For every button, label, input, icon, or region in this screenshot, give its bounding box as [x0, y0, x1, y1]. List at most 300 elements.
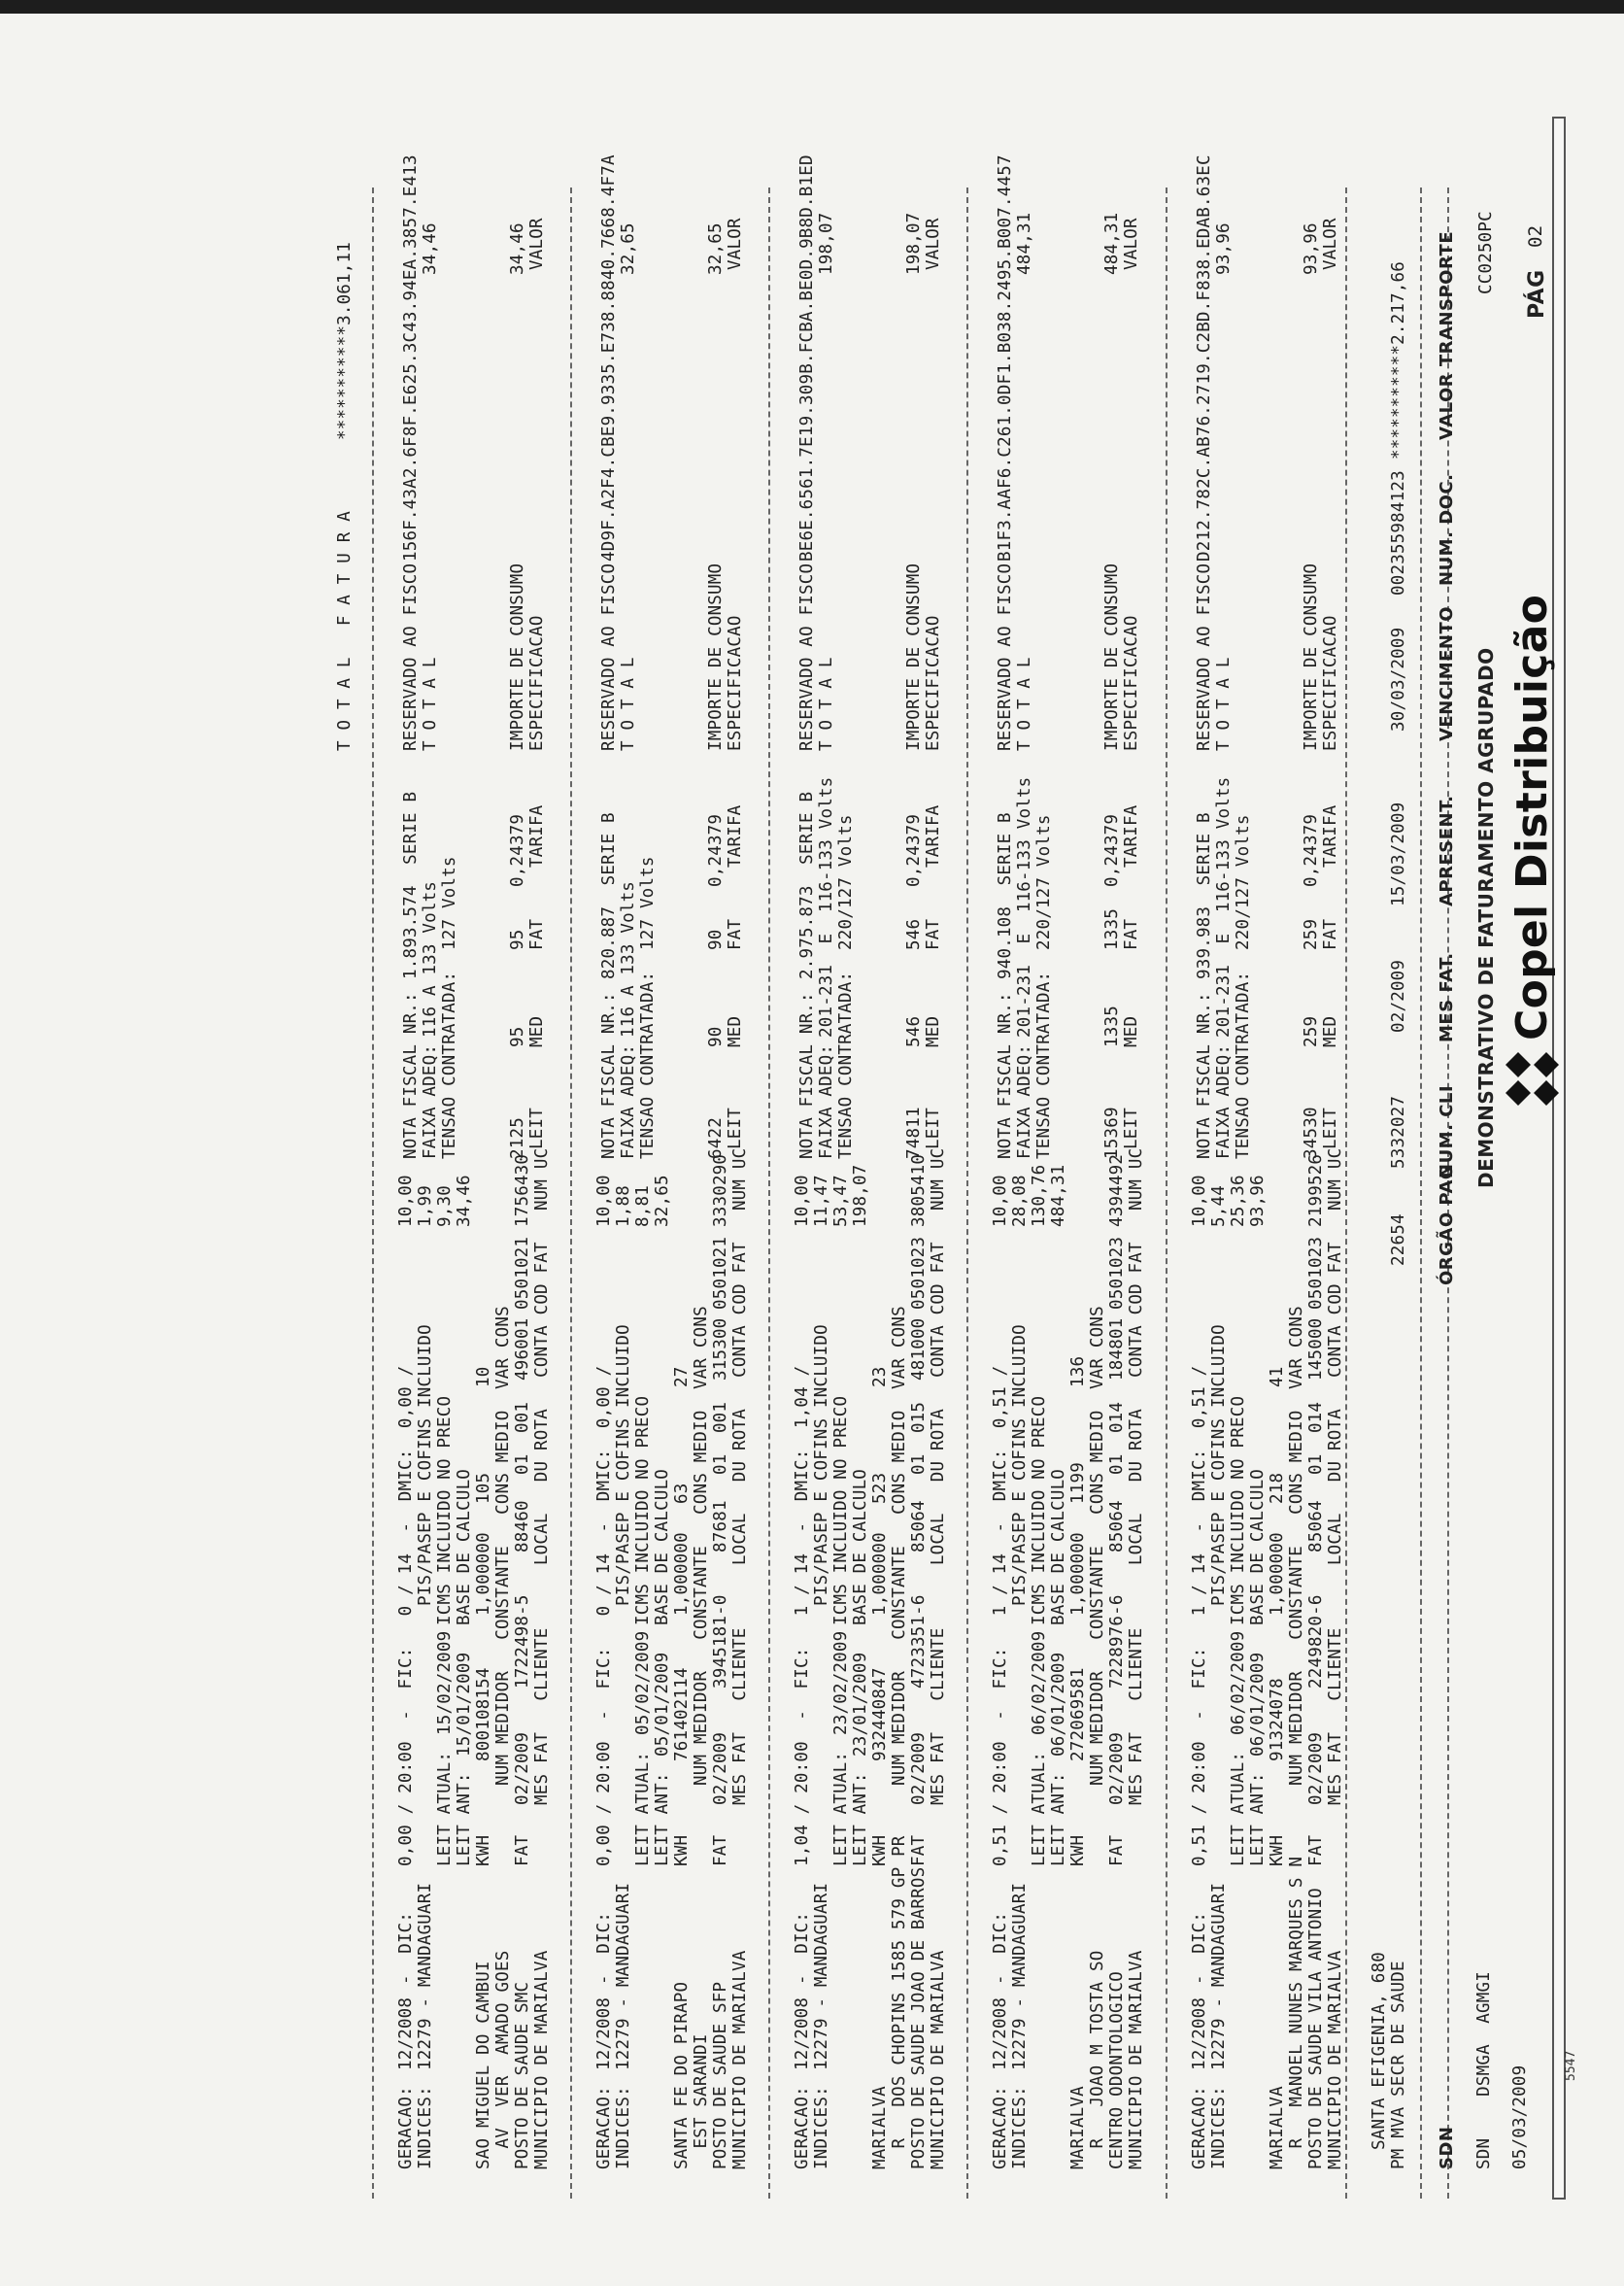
- record-leit: 74811: [904, 1107, 924, 1159]
- record-leit-ant: 06/01/2009: [1248, 1652, 1268, 1757]
- record-unit: POSTO DE SAUDE VILA ANTONIO: [1306, 1888, 1326, 2169]
- nota-label: NOTA FISCAL NR.:: [996, 992, 1015, 1159]
- record-leit: 34530: [1302, 1107, 1321, 1159]
- column-orgao-pag: ÓRGÃO PAG: [1437, 1164, 1457, 1285]
- geracao-label: GERACAO:: [793, 2086, 812, 2169]
- tensao-label: TENSAO CONTRATADA:: [638, 971, 658, 1159]
- record-fat: 259: [1302, 918, 1321, 950]
- record-local: 87681: [711, 1500, 730, 1552]
- tensao-label: TENSAO CONTRATADA:: [1234, 971, 1253, 1159]
- record-faixa: 201-231 E 116-133 Volts: [1214, 776, 1234, 1038]
- record-local: 85064: [1107, 1500, 1127, 1552]
- valor-label: VALOR: [924, 218, 943, 270]
- record-cons-medio: 523: [870, 1472, 890, 1504]
- record-med: 90: [706, 1026, 726, 1047]
- record-amt-3: 1,88: [614, 1185, 633, 1227]
- icms-label: ICMS INCLUIDO NO PRECO: [1030, 1395, 1049, 1625]
- record-nota: 940.108 SERIE B: [996, 812, 1015, 979]
- record-fisco: D212.782C.AB76.2719.C2BD.F838.EDAB.63EC: [1195, 154, 1214, 562]
- summary-valor: ***********2.217,66: [1389, 261, 1408, 460]
- faixa-label: FAIXA ADEQ:: [619, 1043, 638, 1159]
- detail-header-2: NUM MEDIDOR CONSTANTE CONS MEDIO VAR CONS: [1287, 1306, 1306, 1786]
- fat-label: FAT: [1107, 1834, 1127, 1866]
- detail-header-2: NUM MEDIDOR CONSTANTE CONS MEDIO VAR CONS: [890, 1306, 909, 1786]
- geracao-label: GERACAO:: [991, 2086, 1010, 2169]
- indices-label: INDICES:: [416, 2086, 435, 2169]
- record-local: 85064: [1306, 1500, 1326, 1552]
- med-label: MED: [726, 1015, 745, 1047]
- faixa-label: FAIXA ADEQ:: [817, 1043, 836, 1159]
- med-label: MED: [527, 1015, 547, 1047]
- column-apresent: APRESENT.: [1437, 795, 1457, 906]
- tarifa-label: TARIFA: [1321, 804, 1340, 868]
- record-tarifa: 0,24379: [1302, 813, 1321, 887]
- record-fisco: 4D9F.A2F4.CBE9.9335.E738.8840.7668.4F7A: [599, 154, 619, 562]
- record-var-cons: 23: [870, 1366, 890, 1387]
- record-du-rota: 01 001: [513, 1401, 532, 1475]
- record-nota: 1.893.574 SERIE B: [401, 791, 421, 979]
- leit-atual-label: LEIT ATUAL:: [1030, 1751, 1049, 1866]
- record-amt-1: 198,07: [851, 1164, 870, 1227]
- record-street: R DOS CHOPINS 1585 579 GP PR: [890, 1835, 909, 2169]
- report-title: DEMONSTRATIVO DE FATURAMENTO AGRUPADO: [1474, 647, 1498, 1188]
- record-tarifa: 0,24379: [508, 813, 527, 887]
- record-total: 198,07: [817, 212, 836, 275]
- total-label: T O T A L: [619, 657, 638, 751]
- indices-label: INDICES:: [812, 2086, 831, 2169]
- record-leit-atual: 15/02/2009: [435, 1630, 455, 1735]
- leit-label: LEIT: [1321, 1108, 1340, 1149]
- record-amt-1: 484,31: [1049, 1164, 1068, 1227]
- record-cliente: 4723351-6: [909, 1594, 929, 1689]
- record-amt-4: 10,00: [1190, 1175, 1209, 1227]
- detail-header-1: MES FAT CLIENTE LOCAL DU ROTA CONTA COD FAT NUM UC: [929, 1147, 948, 1805]
- divider-record: [966, 188, 968, 2199]
- grand-total-label: T O T A L F A T U R A: [335, 511, 355, 751]
- record-tensao: 127 Volts: [440, 856, 459, 950]
- summary-orgao: 22654: [1389, 1213, 1408, 1266]
- record-amt-2: 130,76: [1030, 1164, 1049, 1227]
- record-local: 88460: [513, 1500, 532, 1552]
- dic-label: - DIC:: [396, 1911, 416, 1985]
- record-fisco: B1F3.AAF6.C261.0DF1.B038.2495.B007.4457: [996, 154, 1015, 562]
- record-leit-ant: 05/01/2009: [653, 1652, 672, 1757]
- espec-label: ESPECIFICACAO: [1321, 615, 1340, 751]
- base-label: BASE DE CALCULO: [851, 1468, 870, 1625]
- record-unit: CENTRO ODONTOLOGICO: [1107, 1971, 1127, 2169]
- record-leit: 2125: [508, 1117, 527, 1159]
- record-fat: 546: [904, 918, 924, 950]
- faixa-label: FAIXA ADEQ:: [421, 1043, 440, 1159]
- record-mes-fat: 02/2009: [1306, 1731, 1326, 1805]
- record-fat: 90: [706, 929, 726, 950]
- espec-label: ESPECIFICACAO: [924, 615, 943, 751]
- record-med: 1335: [1102, 1006, 1122, 1047]
- record-leit-ant: 06/01/2009: [1049, 1652, 1068, 1757]
- kwh-label: KWH: [1068, 1834, 1088, 1866]
- record-valor: 93,96: [1302, 222, 1321, 275]
- total-label: T O T A L: [1214, 657, 1234, 751]
- dic-label: - DIC:: [991, 1911, 1010, 1985]
- detail-header-1: MES FAT CLIENTE LOCAL DU ROTA CONTA COD FAT NUM UC: [1326, 1147, 1345, 1805]
- fat-col-label: FAT: [726, 918, 745, 950]
- record-num-uc: 4394492: [1107, 1153, 1127, 1227]
- page-label: PÁG: [1525, 269, 1549, 319]
- record-valor: 32,65: [706, 222, 726, 275]
- user-codes: SDN DSMGA AGMGI: [1474, 1971, 1494, 2169]
- record-index: 12279 - MANDAGUARI: [1010, 1882, 1030, 2070]
- summary-num-cli: 5332027: [1389, 1095, 1408, 1169]
- record-amt-4: 10,00: [793, 1175, 812, 1227]
- record-total: 93,96: [1214, 222, 1234, 275]
- leit-ant-label: LEIT ANT:: [455, 1772, 474, 1866]
- record-tensao: 220/127 Volts: [1234, 814, 1253, 950]
- dic-label: - DIC:: [793, 1911, 812, 1985]
- record-city: SAO MIGUEL DO CAMBUI: [474, 1961, 493, 2169]
- record-valor: 198,07: [904, 212, 924, 275]
- espec-label: ESPECIFICACAO: [726, 615, 745, 751]
- leit-ant-label: LEIT ANT:: [653, 1772, 672, 1866]
- record-constante: 1,000000: [1068, 1532, 1088, 1616]
- record-cons-medio: 105: [474, 1472, 493, 1504]
- importe-label: IMPORTE DE CONSUMO: [1302, 563, 1321, 751]
- record-conta: 184801: [1107, 1317, 1127, 1381]
- record-street: R MANOEL NUNES MARQUES S N: [1287, 1856, 1306, 2169]
- record-street: EST SARANDI: [692, 2033, 711, 2169]
- record-geracao: 12/2008: [991, 1996, 1010, 2070]
- tarifa-label: TARIFA: [1122, 804, 1141, 868]
- record-faixa: 116 A 133 Volts: [619, 880, 638, 1038]
- total-label: T O T A L: [817, 657, 836, 751]
- divider-columns: [1420, 188, 1422, 2199]
- record-cons-medio: 1199: [1068, 1462, 1088, 1504]
- icms-label: ICMS INCLUIDO NO PRECO: [831, 1395, 851, 1625]
- record-street: AV VER AMADO GOES: [493, 1950, 513, 2169]
- record-conta: 496001: [513, 1317, 532, 1381]
- tarifa-label: TARIFA: [924, 804, 943, 868]
- record-geracao: 12/2008: [793, 1996, 812, 2070]
- pis-label: PIS/PASEP E COFINS INCLUIDO: [812, 1324, 831, 1606]
- tensao-label: TENSAO CONTRATADA:: [836, 971, 856, 1159]
- pis-label: PIS/PASEP E COFINS INCLUIDO: [614, 1324, 633, 1606]
- record-cliente: 1722498-5: [513, 1594, 532, 1689]
- record-amt-4: 10,00: [396, 1175, 416, 1227]
- base-label: BASE DE CALCULO: [1049, 1468, 1068, 1625]
- pis-label: PIS/PASEP E COFINS INCLUIDO: [416, 1324, 435, 1606]
- record-cod-fat: 0501023: [1306, 1236, 1326, 1310]
- record-index: 12279 - MANDAGUARI: [416, 1882, 435, 2070]
- record-mes-fat: 02/2009: [513, 1731, 532, 1805]
- report-code: CC0250PC: [1476, 211, 1496, 294]
- summary-num-doc: 002355984123: [1389, 470, 1408, 596]
- record-cod-fat: 0501021: [711, 1236, 730, 1310]
- record-mes-fat: 02/2009: [1107, 1731, 1127, 1805]
- record-faixa: 201-231 E 116-133 Volts: [817, 776, 836, 1038]
- kwh-label: KWH: [870, 1834, 890, 1866]
- espec-label: ESPECIFICACAO: [1122, 615, 1141, 751]
- kwh-label: KWH: [1268, 1834, 1287, 1866]
- record-index: 12279 - MANDAGUARI: [614, 1882, 633, 2070]
- record-leit: 15369: [1102, 1107, 1122, 1159]
- record-unit: POSTO DE SAUDE JOAO DE BARROS: [909, 1866, 929, 2169]
- record-name: MUNICIPIO DE MARIALVA: [929, 1950, 948, 2169]
- record-geracao: 12/2008: [1190, 1996, 1209, 2070]
- leit-ant-label: LEIT ANT:: [1248, 1772, 1268, 1866]
- record-conta: 315300: [711, 1317, 730, 1381]
- page-number: 02: [1525, 224, 1546, 248]
- record-total: 484,31: [1015, 212, 1034, 275]
- divider-summary: [1345, 188, 1347, 2199]
- divider-record: [1166, 188, 1167, 2199]
- total-label: T O T A L: [421, 657, 440, 751]
- leit-atual-label: LEIT ATUAL:: [831, 1751, 851, 1866]
- icms-label: ICMS INCLUIDO NO PRECO: [435, 1395, 455, 1625]
- footer-code: 5547: [1564, 2050, 1578, 2081]
- kwh-label: KWH: [474, 1834, 493, 1866]
- record-du-rota: 01 015: [909, 1401, 929, 1475]
- record-amt-3: 11,47: [812, 1175, 831, 1227]
- record-dic-line: 0,00 / 20:00 - FIC: 0 / 14 - DMIC: 0,00 /: [396, 1365, 416, 1866]
- indices-label: INDICES:: [614, 2086, 633, 2169]
- record-amt-1: 34,46: [455, 1175, 474, 1227]
- nota-label: NOTA FISCAL NR.:: [1195, 992, 1214, 1159]
- divider-record: [768, 188, 770, 2199]
- record-num-uc: 3330290: [711, 1153, 730, 1227]
- record-name: MUNICIPIO DE MARIALVA: [730, 1950, 750, 2169]
- record-index: 12279 - MANDAGUARI: [812, 1882, 831, 2070]
- leit-label: LEIT: [1122, 1108, 1141, 1149]
- record-valor: 484,31: [1102, 212, 1122, 275]
- record-tensao: 220/127 Volts: [836, 814, 856, 950]
- leit-atual-label: LEIT ATUAL:: [435, 1751, 455, 1866]
- record-var-cons: 10: [474, 1366, 493, 1387]
- base-label: BASE DE CALCULO: [455, 1468, 474, 1625]
- record-medidor: 91324078: [1268, 1678, 1287, 1761]
- record-var-cons: 136: [1068, 1355, 1088, 1387]
- fat-col-label: FAT: [1321, 918, 1340, 950]
- record-leit-atual: 05/02/2009: [633, 1630, 653, 1735]
- record-amt-2: 8,81: [633, 1185, 653, 1227]
- record-du-rota: 01 014: [1107, 1401, 1127, 1475]
- record-cliente: 3945181-0: [711, 1594, 730, 1689]
- detail-header-2: NUM MEDIDOR CONSTANTE CONS MEDIO VAR CONS: [692, 1306, 711, 1786]
- record-med: 95: [508, 1026, 527, 1047]
- record-fat: 95: [508, 929, 527, 950]
- summary-client-address: SANTA EFIGENIA, 680: [1370, 1952, 1389, 2150]
- valor-label: VALOR: [1122, 218, 1141, 270]
- record-geracao: 12/2008: [594, 1996, 614, 2070]
- record-num-uc: 3805410: [909, 1153, 929, 1227]
- record-cons-medio: 63: [672, 1483, 692, 1504]
- espec-label: ESPECIFICACAO: [527, 615, 547, 751]
- column-vencimento: VENCIMENTO: [1437, 605, 1457, 741]
- nota-label: NOTA FISCAL NR.:: [599, 992, 619, 1159]
- fisco-label: RESERVADO AO FISCO: [996, 563, 1015, 751]
- record-tensao: 220/127 Volts: [1034, 814, 1054, 950]
- detail-header-1: MES FAT CLIENTE LOCAL DU ROTA CONTA COD FAT NUM UC: [730, 1147, 750, 1805]
- record-street: R JOAO M TOSTA SO: [1088, 1950, 1107, 2169]
- record-amt-2: 25,36: [1229, 1175, 1248, 1227]
- record-leit: 6422: [706, 1117, 726, 1159]
- divider-record: [372, 188, 374, 2199]
- geracao-label: GERACAO:: [594, 2086, 614, 2169]
- record-du-rota: 01 014: [1306, 1401, 1326, 1475]
- column-num-doc: NUM. DOC.: [1437, 473, 1457, 586]
- fisco-label: RESERVADO AO FISCO: [797, 563, 817, 751]
- column-num-cli: NUM. CLI: [1437, 1084, 1457, 1178]
- record-nota: 820.887 SERIE B: [599, 812, 619, 979]
- record-tensao: 127 Volts: [638, 856, 658, 950]
- faixa-label: FAIXA ADEQ:: [1214, 1043, 1234, 1159]
- fat-label: FAT: [513, 1834, 532, 1866]
- record-city: MARIALVA: [870, 2086, 890, 2169]
- record-num-uc: 1756430: [513, 1153, 532, 1227]
- record-du-rota: 01 001: [711, 1401, 730, 1475]
- record-name: MUNICIPIO DE MARIALVA: [532, 1950, 552, 2169]
- med-label: MED: [1122, 1015, 1141, 1047]
- record-mes-fat: 02/2009: [909, 1731, 929, 1805]
- dic-label: - DIC:: [594, 1911, 614, 1985]
- pis-label: PIS/PASEP E COFINS INCLUIDO: [1010, 1324, 1030, 1606]
- icms-label: ICMS INCLUIDO NO PRECO: [633, 1395, 653, 1625]
- report-date: 05/03/2009: [1510, 2064, 1530, 2169]
- record-medidor: 932440847: [870, 1667, 890, 1761]
- record-faixa: 201-231 E 116-133 Volts: [1015, 776, 1034, 1038]
- record-name: MUNICIPIO DE MARIALVA: [1326, 1950, 1345, 2169]
- column-valor-transporte: VALOR TRANSPORTE: [1437, 230, 1457, 440]
- record-geracao: 12/2008: [396, 1996, 416, 2070]
- record-amt-3: 1,99: [416, 1185, 435, 1227]
- record-medidor: 272069581: [1068, 1667, 1088, 1761]
- faixa-label: FAIXA ADEQ:: [1015, 1043, 1034, 1159]
- detail-header-2: NUM MEDIDOR CONSTANTE CONS MEDIO VAR CONS: [493, 1306, 513, 1786]
- column-sdn: SDN: [1437, 2126, 1457, 2169]
- record-cliente: 2249820-6: [1306, 1594, 1326, 1689]
- valor-label: VALOR: [527, 218, 547, 270]
- record-constante: 1,000000: [870, 1532, 890, 1616]
- indices-label: INDICES:: [1010, 2086, 1030, 2169]
- record-total: 32,65: [619, 222, 638, 275]
- record-leit-ant: 23/01/2009: [851, 1652, 870, 1757]
- record-amt-1: 93,96: [1248, 1175, 1268, 1227]
- record-unit: POSTO DE SAUDE SMC: [513, 1981, 532, 2169]
- detail-header-1: MES FAT CLIENTE LOCAL DU ROTA CONTA COD FAT NUM UC: [1127, 1147, 1146, 1805]
- record-dic-line: 0,00 / 20:00 - FIC: 0 / 14 - DMIC: 0,00 /: [594, 1365, 614, 1866]
- leit-atual-label: LEIT ATUAL:: [633, 1751, 653, 1866]
- med-label: MED: [924, 1015, 943, 1047]
- record-tarifa: 0,24379: [1102, 813, 1122, 887]
- record-cod-fat: 0501023: [1107, 1236, 1127, 1310]
- fisco-label: RESERVADO AO FISCO: [401, 563, 421, 751]
- tensao-label: TENSAO CONTRATADA:: [440, 971, 459, 1159]
- record-local: 85064: [909, 1500, 929, 1552]
- fat-col-label: FAT: [1122, 918, 1141, 950]
- importe-label: IMPORTE DE CONSUMO: [706, 563, 726, 751]
- record-cliente: 7228976-6: [1107, 1594, 1127, 1689]
- record-city: SANTA FE DO PIRAPO: [672, 1981, 692, 2169]
- record-amt-3: 5,44: [1209, 1185, 1229, 1227]
- record-medidor: 761402114: [672, 1667, 692, 1761]
- dic-label: - DIC:: [1190, 1911, 1209, 1985]
- summary-apresent: 15/03/2009: [1389, 802, 1408, 906]
- total-label: T O T A L: [1015, 657, 1034, 751]
- fisco-label: RESERVADO AO FISCO: [599, 563, 619, 751]
- record-city: MARIALVA: [1268, 2086, 1287, 2169]
- geracao-label: GERACAO:: [1190, 2086, 1209, 2169]
- record-dic-line: 0,51 / 20:00 - FIC: 1 / 14 - DMIC: 0,51 /: [1190, 1365, 1209, 1866]
- indices-label: INDICES:: [1209, 2086, 1229, 2169]
- leit-label: LEIT: [726, 1108, 745, 1149]
- nota-label: NOTA FISCAL NR.:: [401, 992, 421, 1159]
- record-cod-fat: 0501023: [909, 1236, 929, 1310]
- column-mes-fat: MES FAT.: [1437, 952, 1457, 1042]
- record-constante: 1,000000: [672, 1532, 692, 1616]
- base-label: BASE DE CALCULO: [653, 1468, 672, 1625]
- fat-col-label: FAT: [527, 918, 547, 950]
- summary-vencimento: 30/03/2009: [1389, 627, 1408, 732]
- record-medidor: 800108154: [474, 1667, 493, 1761]
- leit-label: LEIT: [924, 1108, 943, 1149]
- record-constante: 1,000000: [474, 1532, 493, 1616]
- record-valor: 34,46: [508, 222, 527, 275]
- tensao-label: TENSAO CONTRATADA:: [1034, 971, 1054, 1159]
- record-tarifa: 0,24379: [904, 813, 924, 887]
- record-num-uc: 2199526: [1306, 1153, 1326, 1227]
- geracao-label: GERACAO:: [396, 2086, 416, 2169]
- record-dic-line: 0,51 / 20:00 - FIC: 1 / 14 - DMIC: 0,51 /: [991, 1365, 1010, 1866]
- record-mes-fat: 02/2009: [711, 1731, 730, 1805]
- record-faixa: 116 A 133 Volts: [421, 880, 440, 1038]
- record-conta: 481000: [909, 1317, 929, 1381]
- leit-ant-label: LEIT ANT:: [1049, 1772, 1068, 1866]
- record-index: 12279 - MANDAGUARI: [1209, 1882, 1229, 2070]
- fat-label: FAT: [1306, 1834, 1326, 1866]
- record-name: MUNICIPIO DE MARIALVA: [1127, 1950, 1146, 2169]
- detail-header-2: NUM MEDIDOR CONSTANTE CONS MEDIO VAR CONS: [1088, 1306, 1107, 1786]
- leit-atual-label: LEIT ATUAL:: [1229, 1751, 1248, 1866]
- record-amt-3: 28,08: [1010, 1175, 1030, 1227]
- fat-col-label: FAT: [924, 918, 943, 950]
- record-conta: 145000: [1306, 1317, 1326, 1381]
- icms-label: ICMS INCLUIDO NO PRECO: [1229, 1395, 1248, 1625]
- record-dic-line: 1,04 / 20:00 - FIC: 1 / 14 - DMIC: 1,04 /: [793, 1365, 812, 1866]
- record-nota: 2.975.873 SERIE B: [797, 791, 817, 979]
- record-amt-1: 32,65: [653, 1175, 672, 1227]
- record-var-cons: 27: [672, 1366, 692, 1387]
- record-cod-fat: 0501021: [513, 1236, 532, 1310]
- record-amt-2: 53,47: [831, 1175, 851, 1227]
- record-leit-atual: 23/02/2009: [831, 1630, 851, 1735]
- nota-label: NOTA FISCAL NR.:: [797, 992, 817, 1159]
- record-leit-ant: 15/01/2009: [455, 1652, 474, 1757]
- company-name: Copel Distribuição: [1507, 594, 1557, 1041]
- record-amt-4: 10,00: [594, 1175, 614, 1227]
- record-leit-atual: 06/02/2009: [1030, 1630, 1049, 1735]
- company-logo: [1506, 595, 1559, 1106]
- record-total: 34,46: [421, 222, 440, 275]
- record-leit-atual: 06/02/2009: [1229, 1630, 1248, 1735]
- record-unit: POSTO DE SAUDE SFP: [711, 1981, 730, 2169]
- med-label: MED: [1321, 1015, 1340, 1047]
- leit-label: LEIT: [527, 1108, 547, 1149]
- valor-label: VALOR: [726, 218, 745, 270]
- record-fat: 1335: [1102, 908, 1122, 950]
- importe-label: IMPORTE DE CONSUMO: [1102, 563, 1122, 751]
- record-cons-medio: 218: [1268, 1472, 1287, 1504]
- leit-ant-label: LEIT ANT:: [851, 1772, 870, 1866]
- record-fisco: 156F.43A2.6F8F.E625.3C43.94EA.3857.E413: [401, 154, 421, 562]
- detail-header-1: MES FAT CLIENTE LOCAL DU ROTA CONTA COD FAT NUM UC: [532, 1147, 552, 1805]
